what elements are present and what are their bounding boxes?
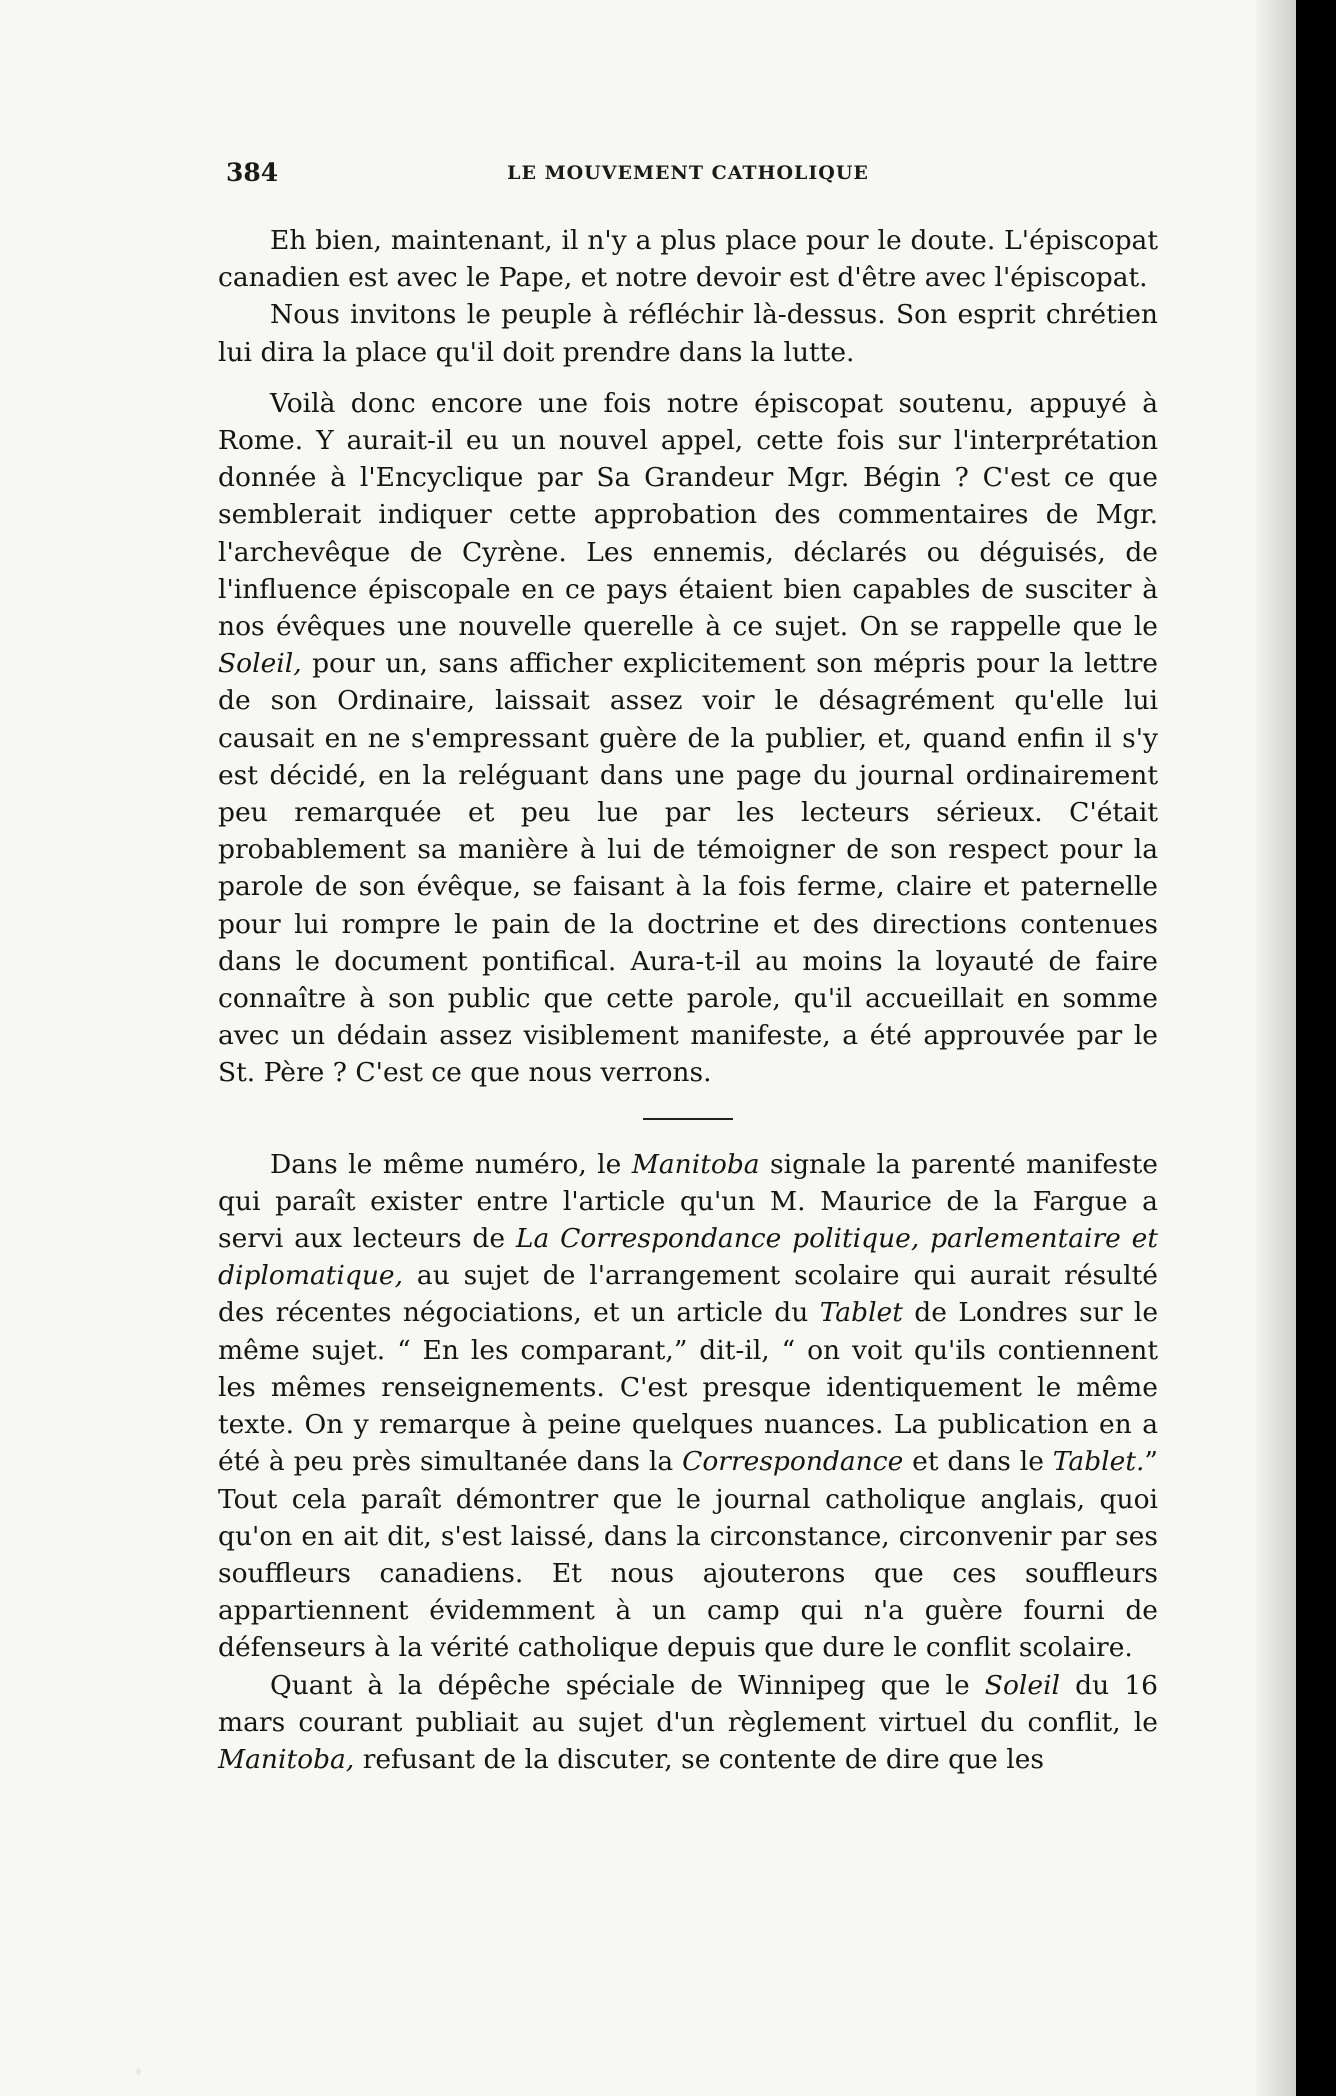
paragraph-3-soleil: Soleil, [218,648,302,680]
paragraph-4-correspondance: Correspondance [682,1446,904,1478]
paragraph-5-text-c: refusant de la discuter, se contente de dire que les [354,1743,1045,1775]
paragraph-4-correspondance-title: La Correspondance politique, parlementaire et diplomatique, [218,1223,1159,1292]
paragraph-4-text-f: ” Tout cela paraît démontrer que le journal catholique anglais, quoi qu'on en ait dit, s'est laissé, dans la circonstance, circonvenir par ses souffleurs canadiens. Et nous ajouterons que ces souffleurs appartiennent évidemment à un camp qui n'a guère fourni de défenseurs à la vérité catholique depuis que dure le conflit scolaire. [218,1446,1158,1664]
paragraph-4-manitoba: Manitoba [631,1148,760,1180]
paragraph-1: Eh bien, maintenant, il n'y a plus place pour le doute. L'épiscopat canadien est avec le Pape, et notre devoir est d'être avec l'épiscopat. [218,225,1158,294]
paragraph-4-text-c: au sujet de l'arrangement scolaire qui aurait résulté des récentes négociations, et un article du [218,1260,1158,1329]
section-divider [643,1118,733,1120]
paragraph-4-tablet: Tablet [819,1297,903,1329]
paragraph-5-text-a: Quant à la dépêche spéciale de Winnipeg que le [270,1669,985,1701]
paragraph-gap [218,371,1158,385]
paragraph-4-text-a: Dans le même numéro, le [270,1148,632,1180]
page-header [218,158,1158,198]
scan-speck [136,2068,141,2075]
paragraph-5-text-b: du 16 mars courant publiait au sujet d'un règlement virtuel du conflit, le [218,1669,1158,1738]
paragraph-3-text-a: Voilà donc encore une fois notre épiscopat soutenu, appuyé à Rome. Y aurait-il eu un nouvel appel, cette fois sur l'interprétation donnée à l'Encyclique par Sa Grandeur Mgr. Bégin ? C'est ce que semblerait indiquer cette approbation des commentaires de Mgr. l'archevêque de Cyrène. Les ennemis, déclarés ou déguisés, de l'influence épiscopale en ce pays étaient bien capables de susciter à nos évêques une nouvelle querelle à ce sujet. On se rappelle que le [218,387,1158,643]
paragraph-2: Nous invitons le peuple à réfléchir là-dessus. Son esprit chrétien lui dira la place qu'il doit prendre dans la lutte. [218,299,1158,368]
running-title: LE MOUVEMENT CATHOLIQUE [507,162,869,184]
paragraph-4-text-e: et dans le [903,1446,1053,1478]
paragraph-4-text-b: signale la parenté manifeste qui paraît exister entre l'article qu'un M. Maurice de la Fargue a servi aux lecteurs de [218,1148,1158,1255]
body-text [218,222,1158,1778]
paragraph-4 [218,1146,1158,1667]
paragraph-5-soleil: Soleil [984,1669,1061,1701]
paragraph-4-tablet-2: Tablet. [1052,1446,1145,1478]
page-number: 384 [226,158,279,187]
paragraph-5-manitoba: Manitoba, [218,1743,355,1775]
paragraph-3-text-b: pour un, sans afficher explicitement son mépris pour la lettre de son Ordinaire, laissait assez voir le désagrément qu'elle lui causait en ne s'empressant guère de la publier, et, quand enfin il s'y est décidé, en la reléguant dans une page du journal ordinairement peu remarquée et peu lue par les lecteurs sérieux. C'était probablement sa manière à lui de témoigner de son respect pour la parole de son évêque, se faisant à la fois ferme, claire et paternelle pour lui rompre le pain de la doctrine et des directions contenues dans le document pontifical. Aura-t-il au moins la loyauté de faire connaître à son public que cette parole, qu'il accueillait en somme avec un dédain assez visiblement manifeste, a été approuvée par le St. Père ? C'est ce que nous verrons. [218,648,1158,1089]
paragraph-4-text-d: de Londres sur le même sujet. “ En les comparant,” dit-il, “ on voit qu'ils contiennent les mêmes renseignements. C'est presque identiquement le même texte. On y remarque à peine quelques nuances. La publication en a été à peu près simultanée dans la [218,1297,1159,1478]
paragraph-3 [218,385,1158,1092]
paragraph-5 [218,1667,1158,1779]
